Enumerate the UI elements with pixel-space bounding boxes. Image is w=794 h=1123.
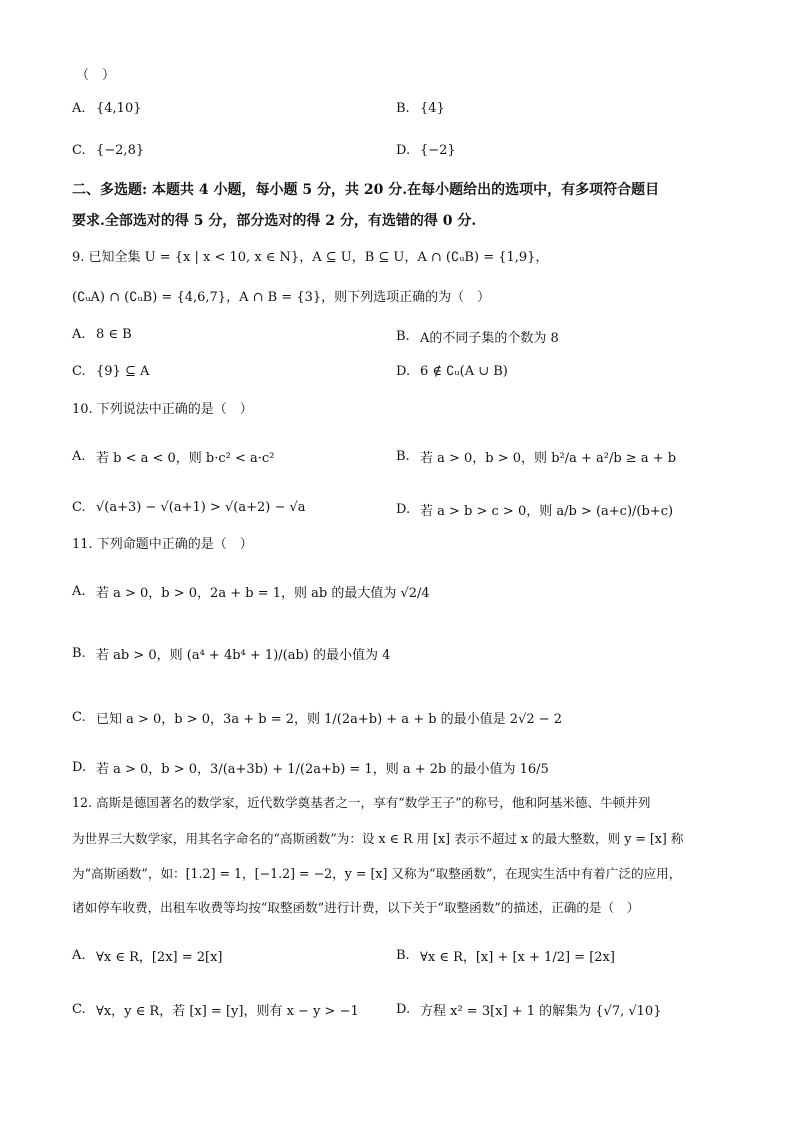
answer-paren: （ ）: [76, 68, 116, 83]
q8-option-a: [72, 101, 142, 116]
option-text: 8 ∈ B: [96, 327, 132, 342]
option-letter: A.: [72, 449, 86, 464]
option-text: ∀x ∈ R，[x] + [x + 1/2] = [2x]: [420, 950, 615, 965]
option-text: 已知 a > 0，b > 0，3a + b = 2，则 1/(2a+b) + a + b 的最小值是 2√2 − 2: [96, 712, 563, 727]
option-text: 若 a > b > c > 0，则 a/b > (a+c)/(b+c): [420, 504, 674, 519]
section-heading-line-2: 要求.全部选对的得 5 分，部分选对的得 2 分，有选错的得 0 分.: [72, 213, 477, 229]
option-text: {4,10}: [96, 101, 142, 116]
q8-option-b: [396, 101, 445, 116]
q11-option-a-row: [72, 582, 722, 610]
q9-option-a: [72, 327, 132, 342]
q10-options-row-1: [72, 447, 722, 475]
option-letter: D.: [72, 760, 87, 775]
option-text: {4}: [420, 101, 445, 116]
option-letter: A.: [72, 584, 86, 599]
q12-option-c: [72, 1000, 359, 1019]
q10-option-a: [72, 447, 274, 466]
q12-options-row-2: [72, 1000, 722, 1028]
option-text: 方程 x² = 3[x] + 1 的解集为 {√7, √10}: [420, 1004, 662, 1019]
q10-stem: 10. 下列说法中正确的是（ ）: [72, 402, 253, 417]
q10-options-row-2: [72, 500, 722, 528]
q9-options-row-1: [72, 327, 722, 355]
option-text: A的不同子集的个数为 8: [420, 331, 559, 346]
option-text: 若 a > 0，b > 0，3/(a+3b) + 1/(2a+b) = 1，则 a + 2b 的最小值为 16/5: [96, 762, 549, 777]
option-text: √(a+3) − √(a+1) > √(a+2) − √a: [96, 500, 306, 515]
option-letter: C.: [72, 1002, 86, 1017]
section-heading-line-1: 二、多选题: 本题共 4 小题，每小题 5 分，共 20 分.在每小题给出的选项中，有多项符合题目: [72, 182, 660, 198]
q9-option-c: [72, 364, 149, 379]
q8-option-c: [72, 143, 144, 158]
option-letter: D.: [396, 143, 411, 158]
option-letter: C.: [72, 143, 86, 158]
option-text: ∀x，y ∈ R，若 [x] = [y]，则有 x − y > −1: [96, 1004, 359, 1019]
q9-option-b: [396, 327, 559, 346]
option-letter: D.: [396, 1002, 411, 1017]
option-text: {9} ⊆ A: [96, 364, 150, 379]
option-letter: B.: [396, 101, 410, 116]
option-letter: A.: [72, 948, 86, 963]
option-letter: D.: [396, 364, 411, 379]
q11-option-c: [72, 708, 562, 727]
q9-stem-line-1: 9. 已知全集 U = {x | x < 10, x ∈ N}，A ⊆ U，B ⊆ U，A ∩ (∁ᵤB) = {1,9}，: [72, 250, 549, 265]
q9-stem-line-2: (∁ᵤA) ∩ (∁ᵤB) = {4,6,7}，A ∩ B = {3}，则下列选项正确的为（ ）: [72, 290, 491, 305]
option-letter: B.: [72, 646, 86, 661]
q10-option-b: [396, 447, 676, 466]
q12-stem-line-4: 诸如停车收费，出租车收费等均按“取整函数”进行计费，以下关于“取整函数”的描述，正确的是（ ）: [72, 900, 640, 915]
q10-option-d: [396, 500, 673, 519]
q12-option-d: [396, 1000, 661, 1019]
q9-options-row-2: [72, 364, 722, 392]
q12-options-row-1: [72, 946, 722, 974]
q11-option-b-row: [72, 644, 722, 672]
q12-option-b: [396, 946, 615, 965]
q12-stem-line-3: 为“高斯函数”，如：[1.2] = 1，[−1.2] = −2，y = [x] 又称为“取整函数”，在现实生活中有着广泛的应用，: [72, 866, 682, 881]
option-letter: A.: [72, 101, 86, 116]
option-letter: B.: [396, 449, 410, 464]
q9-option-d: [396, 364, 508, 379]
q12-stem-line-2: 为世界三大数学家，用其名字命名的“高斯函数”为：设 x ∈ R 用 [x] 表示不超过 x 的最大整数，则 y = [x] 称: [72, 831, 684, 846]
q11-option-c-row: [72, 708, 722, 736]
option-text: {−2}: [420, 143, 456, 158]
q11-option-b: [72, 644, 390, 663]
option-text: ∀x ∈ R，[2x] = 2[x]: [96, 950, 223, 965]
option-letter: C.: [72, 500, 86, 515]
q10-option-c: [72, 500, 306, 515]
option-text: 6 ∉ ∁ᵤ(A ∪ B): [420, 364, 508, 379]
q12-stem-line-1: 12. 高斯是德国著名的数学家，近代数学奠基者之一，享有“数学王子”的称号，他和阿基米德、牛顿并列: [72, 795, 651, 810]
q11-option-a: [72, 582, 430, 601]
option-letter: A.: [72, 327, 86, 342]
q8-options-row-1: [72, 101, 722, 129]
option-letter: D.: [396, 502, 411, 517]
option-letter: B.: [396, 948, 410, 963]
option-text: 若 a > 0，b > 0，2a + b = 1，则 ab 的最大值为 √2/4: [96, 586, 430, 601]
option-text: 若 a > 0，b > 0，则 b²/a + a²/b ≥ a + b: [420, 451, 677, 466]
option-letter: C.: [72, 710, 86, 725]
q11-option-d-row: [72, 758, 722, 786]
option-text: {−2,8}: [96, 143, 145, 158]
q12-option-a: [72, 946, 223, 965]
option-letter: C.: [72, 364, 86, 379]
option-letter: B.: [396, 329, 410, 344]
q8-options-row-2: [72, 143, 722, 171]
q11-stem: 11. 下列命题中正确的是（ ）: [72, 537, 253, 552]
option-text: 若 b < a < 0，则 b·c² < a·c²: [96, 451, 275, 466]
q8-option-d: [396, 143, 456, 158]
option-text: 若 ab > 0，则 (a⁴ + 4b⁴ + 1)/(ab) 的最小值为 4: [96, 648, 391, 663]
q11-option-d: [72, 758, 549, 777]
